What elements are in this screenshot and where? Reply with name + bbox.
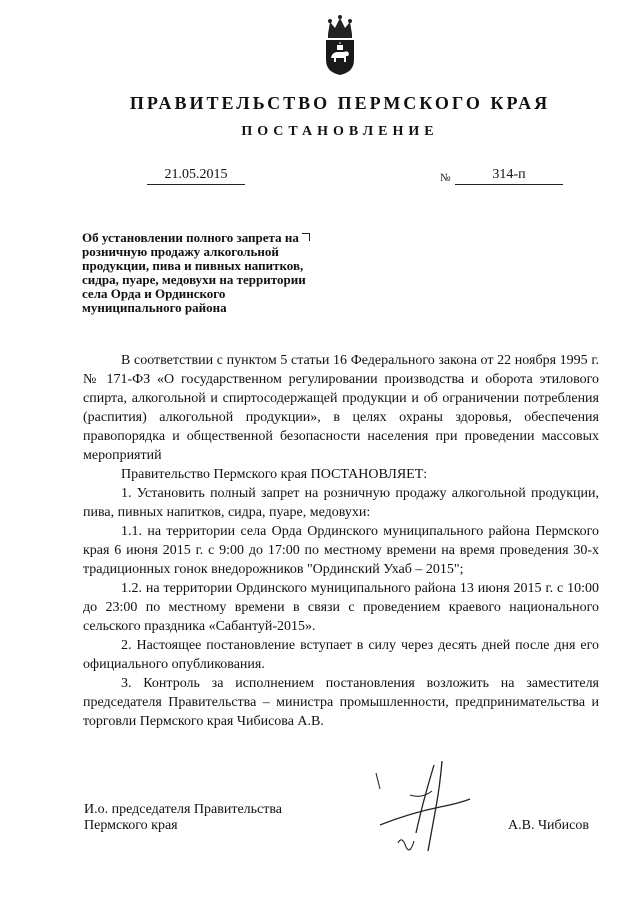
document-subject: Об установлении полного запрета на розничную продажу алкогольной продукции, пива и пивных напитков, сидра, пуаре, медовухи на территории села Орда и Ординского муниципального района	[82, 230, 306, 315]
document-body	[83, 351, 599, 731]
government-title: ПРАВИТЕЛЬСТВО ПЕРМСКОГО КРАЯ	[129, 93, 551, 113]
document-type: ПОСТАНОВЛЕНИЕ	[241, 124, 439, 139]
handwritten-signature-icon	[370, 755, 480, 865]
coat-of-arms-icon	[322, 12, 358, 76]
body-paragraph-1-2: 1.2. на территории Ординского муниципального района 13 июня 2015 г. с 10:00 до 23:00 по местному времени в связи с проведением краевого национального сельского праздника «Сабантуй-2015».	[83, 581, 599, 634]
document-number: 314-п	[455, 167, 563, 185]
signatory-name: А.В. Чибисов	[508, 818, 589, 833]
signatory-position-line1: И.о. председателя Правительства	[84, 802, 283, 817]
body-paragraph-1: 1. Установить полный запрет на розничную продажу алкогольной продукции, пива, пивных напитков, сидра, пуаре, медовухи:	[83, 486, 599, 520]
body-paragraph-preamble: В соответствии с пунктом 5 статьи 16 Федерального закона от 22 ноября 1995 г. № 171-ФЗ «О государственном регулировании производства и оборота этилового спирта, алкогольной и спиртосодержащей продукции и об ограничении потребления (распития) алкогольной продукции», в целях охраны здоровья, обеспечения правопорядка и общественной безопасности населения при проведении массовых мероприятий	[83, 353, 599, 463]
body-paragraph-3: 3. Контроль за исполнением постановления возложить на заместителя председателя Правительства – министра промышленности, предпринимательства и торговли Пермского края Чибисова А.В.	[83, 676, 599, 729]
corner-mark	[302, 233, 310, 241]
body-paragraph-resolves: Правительство Пермского края ПОСТАНОВЛЯЕТ:	[121, 467, 428, 482]
body-paragraph-1-1: 1.1. на территории села Орда Ординского муниципального района Пермского края 6 июня 2015 г. с 9:00 до 17:00 по местному времени на время проведения 30-х традиционных гонок внедорожников "Ординский Ухаб – 2015";	[83, 524, 599, 577]
signatory-position	[84, 802, 282, 834]
signatory-position-line2: Пермского края	[84, 818, 178, 833]
body-paragraph-2: 2. Настоящее постановление вступает в силу через десять дней после дня его официального опубликования.	[83, 638, 599, 672]
number-sign: №	[440, 172, 451, 184]
document-date: 21.05.2015	[147, 167, 245, 185]
